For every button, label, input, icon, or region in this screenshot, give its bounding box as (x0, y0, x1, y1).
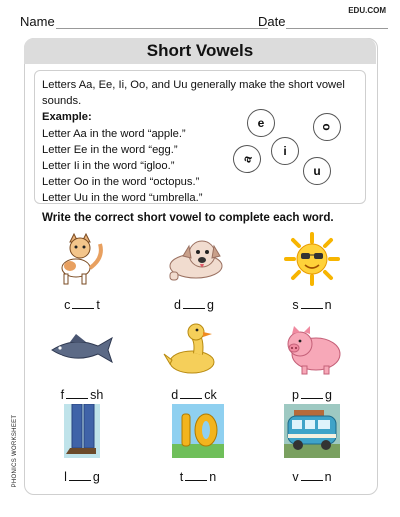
brand-logo: EDU.COM (348, 6, 386, 15)
sun-illustration (280, 232, 344, 286)
vowel-blank[interactable] (301, 389, 323, 399)
word-end: sh (90, 388, 104, 402)
word-item (144, 232, 244, 322)
word-item (32, 404, 132, 494)
word-start: d (171, 388, 179, 402)
word-item (32, 322, 132, 412)
word-start: d (174, 298, 181, 312)
word-start: p (292, 388, 299, 402)
vowel-blank[interactable] (301, 471, 323, 481)
word-blank (262, 470, 362, 484)
word-blank (262, 298, 362, 312)
side-label: PHONICS WORKSHEET (12, 414, 18, 488)
date-label: Date (258, 14, 286, 29)
word-end: g (207, 298, 214, 312)
vowel-blank[interactable] (185, 471, 207, 481)
word-end: n (209, 470, 217, 484)
example-line: Letter Ee in the word “egg.” (42, 143, 178, 156)
word-blank (32, 298, 132, 312)
word-item (148, 404, 248, 494)
vowel-bubble-e: e (247, 109, 275, 137)
title-bar (24, 38, 376, 64)
intro-text: Letters Aa, Ee, Ii, Oo, and Uu generally make the short vowel sounds. (42, 79, 345, 108)
example-label: Example: (42, 111, 92, 124)
vowel-bubble-i: i (271, 137, 299, 165)
name-line[interactable] (56, 28, 268, 29)
word-item (32, 232, 132, 322)
word-blank (148, 470, 248, 484)
word-start: s (292, 298, 299, 312)
word-end: n (324, 298, 332, 312)
word-start: v (292, 470, 299, 484)
word-start: l (64, 470, 67, 484)
vowel-blank[interactable] (66, 389, 88, 399)
ten-illustration (166, 404, 230, 458)
word-end: n (324, 470, 332, 484)
duck-illustration (162, 322, 226, 376)
vowel-blank[interactable] (72, 299, 94, 309)
vowel-blank[interactable] (301, 299, 323, 309)
word-item (262, 322, 362, 412)
word-item (262, 232, 362, 322)
word-start: c (64, 298, 71, 312)
word-end: t (96, 298, 100, 312)
van-illustration (280, 404, 344, 458)
example-line: Letter Uu in the word “umbrella.” (42, 192, 203, 205)
name-date-row (20, 12, 390, 30)
info-box (34, 70, 366, 204)
word-end: ck (204, 388, 217, 402)
instruction-text: Write the correct short vowel to complete each word. (42, 211, 334, 224)
word-blank (32, 470, 132, 484)
word-start: t (179, 470, 184, 484)
dog-illustration (162, 232, 226, 286)
vowel-blank[interactable] (180, 389, 202, 399)
word-blank (144, 298, 244, 312)
example-line: Letter Aa in the word “apple.” (42, 127, 186, 140)
page-title: Short Vowels (146, 41, 254, 60)
vowel-blank[interactable] (69, 471, 91, 481)
leg-illustration (50, 404, 114, 458)
date-line[interactable] (286, 28, 388, 29)
example-line: Letter Ii in the word “igloo.” (42, 160, 175, 173)
word-end: g (92, 470, 100, 484)
word-blank (262, 388, 362, 402)
vowel-bubble-o: o (313, 113, 341, 141)
word-item (262, 404, 362, 494)
pig-illustration (280, 322, 344, 376)
vowel-bubble-a: a (229, 141, 265, 177)
example-line: Letter Oo in the word “octopus.” (42, 176, 200, 189)
name-label: Name (20, 14, 55, 29)
word-blank (144, 388, 244, 402)
word-start: f (60, 388, 65, 402)
word-end: g (325, 388, 332, 402)
fish-illustration (50, 322, 114, 376)
word-blank (32, 388, 132, 402)
cat-illustration (50, 232, 114, 286)
word-item (144, 322, 244, 412)
vowel-blank[interactable] (183, 299, 205, 309)
vowel-bubble-u: u (303, 157, 331, 185)
